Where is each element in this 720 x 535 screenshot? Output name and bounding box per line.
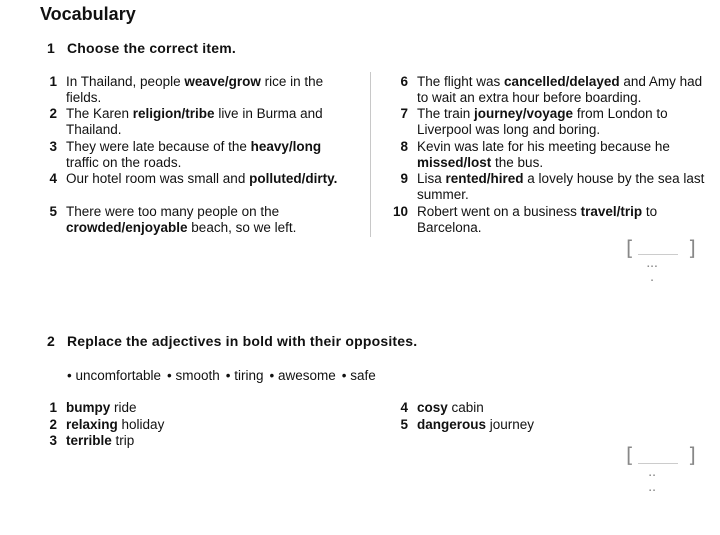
item-text: from London to Liverpool was long and boring.	[417, 106, 668, 138]
exercise-1-item	[49, 139, 356, 172]
score-scribble: ▪	[650, 278, 654, 284]
item-choice: weave/grow	[184, 74, 261, 89]
item-number: 2	[49, 417, 57, 432]
item-choice: religion/tribe	[132, 106, 215, 121]
item-choice: missed/lost	[417, 155, 492, 171]
item-number: 7	[400, 106, 408, 121]
exercise-2-heading	[47, 333, 417, 349]
item-text: Our hotel room was small and	[66, 171, 250, 186]
item-adjective: dangerous	[417, 417, 487, 432]
item-noun: ride	[110, 400, 137, 415]
score-box-2	[626, 443, 696, 503]
item-choice: travel/trip	[580, 204, 643, 219]
item-number: 3	[49, 433, 57, 448]
item-text: Lisa	[417, 171, 446, 186]
item-number: 5	[400, 417, 408, 432]
word-bank-item: • uncomfortable	[67, 368, 162, 383]
item-text: traffic on the roads.	[66, 155, 182, 171]
exercise-1-heading	[47, 40, 236, 56]
item-choice: journey/voyage	[474, 106, 574, 121]
item-noun: holiday	[117, 417, 165, 432]
item-text: Robert went on a business	[417, 204, 581, 219]
item-text: The Karen	[66, 106, 133, 121]
exercise-1-item	[400, 139, 707, 172]
item-number: 10	[392, 204, 408, 219]
exercise-1-instruction: Choose the correct item.	[67, 40, 236, 56]
exercise-1-item	[392, 204, 707, 237]
item-choice: rented/hired	[445, 171, 524, 186]
exercise-2-number: 2	[47, 333, 55, 349]
exercise-1-item	[400, 74, 707, 107]
item-choice: cancelled/delayed	[504, 74, 620, 89]
item-text: the bus.	[491, 155, 544, 171]
item-choice: polluted/dirty.	[249, 171, 338, 186]
item-adjective: relaxing	[66, 417, 118, 432]
item-text: to Barcelona.	[417, 204, 658, 236]
score-line	[638, 463, 678, 464]
exercise-2-item	[49, 433, 326, 449]
exercise-1-item	[400, 171, 707, 204]
item-number: 8	[400, 139, 408, 154]
page-title: Vocabulary	[40, 4, 136, 24]
item-noun: journey	[486, 417, 535, 432]
exercise-1-number: 1	[47, 40, 55, 56]
left-bracket-icon: [	[626, 236, 634, 260]
item-text: live in Burma and Thailand.	[66, 106, 323, 138]
item-noun: cabin	[447, 400, 484, 415]
item-number: 4	[400, 400, 408, 415]
item-adjective: cosy	[417, 400, 448, 415]
item-adjective: bumpy	[66, 400, 111, 415]
score-box-1	[626, 236, 696, 296]
item-number: 3	[49, 139, 57, 154]
item-text: In Thailand, people	[66, 74, 185, 89]
word-bank-item: • safe	[341, 368, 376, 383]
item-number: 2	[49, 106, 57, 121]
exercise-2-item	[49, 400, 326, 416]
item-number: 9	[400, 171, 408, 186]
item-choice: heavy/long	[250, 139, 322, 154]
item-text: rice in the fields.	[66, 74, 324, 106]
right-bracket-icon: ]	[688, 236, 696, 260]
exercise-1-item	[49, 204, 356, 237]
word-bank-item: • smooth	[167, 368, 220, 383]
item-number: 1	[49, 400, 57, 415]
item-text: The flight was	[417, 74, 505, 89]
exercise-1-item	[49, 106, 356, 139]
exercise-2-instruction: Replace the adjectives in bold with their opposites.	[67, 333, 418, 349]
item-number: 5	[49, 204, 57, 219]
word-bank	[67, 368, 382, 383]
item-text: Kevin was late for his meeting because he	[417, 139, 670, 154]
item-adjective: terrible	[66, 433, 112, 448]
item-number: 4	[49, 171, 57, 186]
exercise-2-item	[49, 417, 326, 433]
exercise-1-item	[49, 74, 356, 107]
score-scribble: ▪ ▪	[649, 473, 655, 479]
column-divider	[370, 72, 371, 237]
word-bank-item: • awesome	[269, 368, 336, 383]
item-text: a lovely house by the sea last summer.	[417, 171, 705, 203]
item-noun: trip	[111, 433, 135, 448]
item-text: There were too many people on the	[66, 204, 280, 219]
word-bank-item: • tiring	[225, 368, 264, 383]
exercise-2-item	[400, 400, 677, 416]
item-number: 1	[49, 74, 57, 89]
item-number: 6	[400, 74, 408, 89]
exercise-1-item	[400, 106, 707, 139]
item-text: and Amy had to wait an extra hour before boarding.	[417, 74, 703, 106]
score-line	[638, 254, 678, 255]
score-scribble: ▪ ▪ ▪	[647, 264, 657, 270]
exercise-2-item	[400, 417, 677, 433]
right-bracket-icon: ]	[688, 443, 696, 467]
item-text: beach, so we left.	[187, 220, 297, 236]
item-text: They were late because of the	[66, 139, 251, 154]
exercise-1-item	[49, 171, 356, 187]
left-bracket-icon: [	[626, 443, 634, 467]
item-choice: crowded/enjoyable	[66, 220, 188, 236]
item-text: The train	[417, 106, 475, 121]
score-scribble: ▪ ▪	[649, 488, 655, 494]
